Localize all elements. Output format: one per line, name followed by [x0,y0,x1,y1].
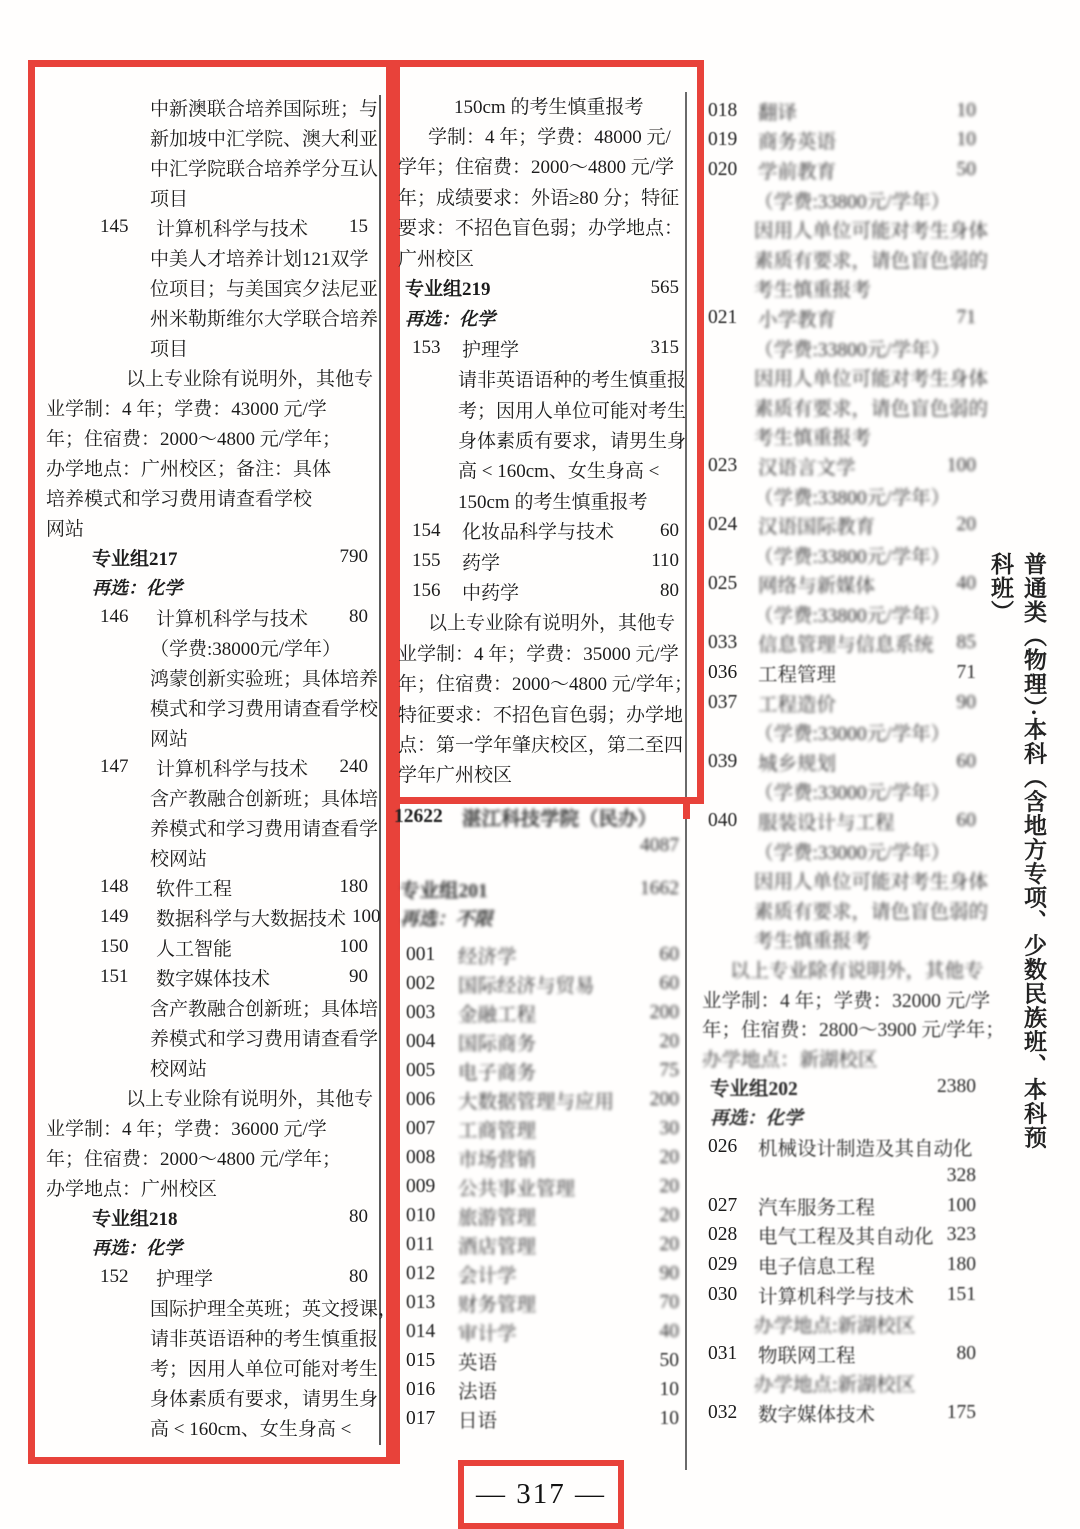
major-row: 149 数据科学与大数据技术 100 [100,906,381,930]
paragraph-line: 学制：4 年；学费：48000 元/ [428,127,671,149]
note-line: （学费:33800元/学年） [754,339,951,361]
note-line: 养模式和学习费用请查看学 [150,1028,379,1050]
note-line: 位项目；与美国宾夕法尼亚 [150,278,379,300]
note-line: 中汇学院联合培养学分互认 [150,158,379,180]
major-row: 037 工程造价 90 [708,691,976,716]
note-line: 考；因用人单位可能对考生 [150,1358,379,1380]
note-line: 养模式和学习费用请查看学 [150,818,379,840]
note-line: （学费:33800元/学年） [754,605,951,627]
major-row: 021 小学教育 71 [708,306,976,331]
major-row: 011 酒店管理 20 [406,1233,679,1258]
major-row: 154 化妆品科学与技术 60 [412,519,679,544]
major-row: 039 城乡规划 60 [708,750,976,775]
school-header: 12622 湛江科技学院（民办） [394,805,658,830]
column-2-school-section [394,802,679,1433]
page-number-box [458,1460,624,1529]
note-line: 素质有要求，请色盲色弱的 [754,398,989,420]
category-sidebar: 普通类（物理）·本科（含地方专项、少数民族班、本科预科班） [988,552,1046,1150]
major-row: 031 物联网工程 80 [708,1342,976,1367]
major-row: 004 国际商务 20 [406,1030,679,1055]
note-line: 因用人单位可能对考生身体 [754,369,989,391]
note-line: 中美人才培养计划121双学 [150,248,369,270]
paragraph-line: 办学地点：广州校区；备注：具体 [46,458,332,480]
note-line: 校网站 [150,1058,208,1080]
paragraph-line: 学年广州校区 [398,765,513,787]
note-line: 请非英语语种的考生慎重报 [150,1328,379,1350]
paragraph-line: 业学制：4 年；学费：35000 元/学 [398,643,679,665]
major-row: 032 数字媒体技术 175 [708,1401,976,1426]
note-line: 高 < 160cm、女生身高 < [458,461,660,483]
note-line: （学费:33800元/学年） [754,546,951,568]
major-row: 008 市场营销 20 [406,1146,679,1171]
reselect-line: 再选：不限 [400,908,493,930]
paragraph-line: 特征要求：不招色盲色弱；办学地 [398,704,684,726]
major-row: 007 工商管理 30 [406,1117,679,1142]
group-header: 专业组219 565 [405,276,679,301]
note-line: 身体素质有要求，请男生身 [458,430,687,452]
count-line: 328 [946,1165,976,1187]
note-line: 素质有要求，请色盲色弱的 [754,901,989,923]
major-row: 010 旅游管理 20 [406,1204,679,1229]
paragraph-line: 培养模式和学习费用请查看学校 [46,488,313,510]
note-line: 身体素质有要求，请男生身 [150,1388,379,1410]
major-row: 019 商务英语 10 [708,129,976,154]
major-row: 017 日语 10 [406,1407,679,1432]
major-row: 018 翻译 10 [708,99,976,124]
note-line: 含产教融合创新班；具体培 [150,788,379,810]
page-number: — 317 — [476,1478,606,1510]
reselect-line: 再选：化学 [405,308,496,329]
column-3 [702,96,1005,1428]
note-line: 考生慎重报考 [754,931,872,953]
major-row: 023 汉语言文学 100 [708,454,976,479]
spacer [394,932,679,940]
note-line: 模式和学习费用请查看学校 [150,698,379,720]
major-row: 155 药学 110 [412,550,679,574]
note-line: 150cm 的考生慎重报考 [454,96,644,118]
paragraph-line: 年；住宿费：2800～3900 元/学年； [702,1020,1005,1042]
major-row: 146 计算机科学与技术 80 [100,606,368,630]
column-divider-1 [379,95,381,1445]
paragraph-line: 以上专业除有说明外，其他专 [730,961,984,983]
major-row: 030 计算机科学与技术 151 [708,1283,976,1308]
column-2-top [398,90,694,789]
major-row: 025 网络与新媒体 40 [708,573,976,598]
major-row: 147 计算机科学与技术 240 [100,756,368,780]
major-row: 156 中药学 80 [412,580,679,604]
note-line: 国际护理全英班；英文授课， [150,1298,398,1320]
paragraph-line: 以上专业除有说明外，其他专 [126,368,374,390]
column-1 [46,92,398,1442]
reselect-line: 再选：化学 [92,578,183,598]
major-row: 033 信息管理与信息系统 85 [708,632,976,657]
note-line: 150cm 的考生慎重报考 [458,491,648,513]
note-line: （学费:33000元/学年） [754,842,951,864]
major-row: 001 经济学 60 [406,943,679,968]
note-line: 素质有要求，请色盲色弱的 [754,250,989,272]
major-row: 012 会计学 90 [406,1262,679,1287]
paragraph-line: 网站 [46,518,85,540]
highlight-box-school-section-corner [683,797,690,819]
note-line: （学费:33800元/学年） [754,487,951,509]
note-line: 办学地点:新湖校区 [754,1375,916,1397]
note-line: 请非英语语种的考生慎重报 [458,370,687,392]
column-divider-2 [685,92,687,1470]
reselect-line: 再选：化学 [92,1238,183,1258]
major-row: 040 服装设计与工程 60 [708,810,976,835]
note-line: 鸿蒙创新实验班；具体培养 [150,668,379,690]
note-line: （学费:38000元/学年） [150,638,342,660]
note-line: 网站 [150,728,189,750]
group-header: 专业组201 1662 [400,877,679,902]
paragraph-line: 年；住宿费：2000～4800 元/学年； [46,428,342,450]
note-line: 考；因用人单位可能对考生 [458,400,687,422]
group-header: 专业组218 80 [92,1206,368,1230]
major-row: 020 学前教育 50 [708,158,976,183]
major-row: 148 软件工程 180 [100,876,368,900]
major-row: 027 汽车服务工程 100 [708,1194,976,1219]
paragraph-line: 学年；住宿费：2000～4800 元/学 [398,157,675,179]
paragraph-line: 年；成绩要求：外语≥80 分；特征 [398,187,680,209]
major-row: 009 公共事业管理 20 [406,1175,679,1200]
note-line: 办学地点:新湖校区 [754,1316,916,1338]
note-line: （学费:33000元/学年） [754,783,951,805]
note-line: 高 < 160cm、女生身高 < [150,1418,352,1440]
major-row: 013 财务管理 70 [406,1291,679,1316]
note-line: 新加坡中汇学院、澳大利亚 [150,128,379,150]
paragraph-line: 办学地点：广州校区 [46,1178,218,1200]
paragraph-line: 要求：不招色盲色弱；办学地点： [398,218,684,240]
note-line: 州米勒斯维尔大学联合培养 [150,308,379,330]
major-row: 029 电子信息工程 180 [708,1253,976,1278]
major-row: 006 大数据管理与应用 200 [406,1088,679,1113]
spacer [394,860,679,874]
paragraph-line: 业学制：4 年；学费：36000 元/学 [46,1118,327,1140]
group-header: 专业组202 2380 [710,1076,976,1101]
major-row: 151 数字媒体技术 90 [100,966,368,990]
group-header: 专业组217 790 [92,546,368,570]
major-row: 016 法语 10 [406,1378,679,1403]
major-row: 036 工程管理 71 [708,662,976,687]
major-row: 145 计算机科学与技术 15 [100,216,368,240]
major-row: 005 电子商务 75 [406,1059,679,1084]
major-row: 002 国际经济与贸易 60 [406,972,679,997]
count-line: 4087 [640,834,679,856]
note-line: 因用人单位可能对考生身体 [754,872,989,894]
note-line: 校网站 [150,848,208,870]
paragraph-line: 年；住宿费：2000～4800 元/学年； [46,1148,342,1170]
major-row: 014 审计学 40 [406,1320,679,1345]
major-row: 150 人工智能 100 [100,936,368,960]
note-line: 项目 [150,188,189,210]
paragraph-line: 以上专业除有说明外，其他专 [428,613,676,635]
paragraph-line: 点：第一学年肇庆校区，第二至四 [398,734,684,756]
major-row: 003 金融工程 200 [406,1001,679,1026]
paragraph-line: 年；住宿费：2000～4800 元/学年； [398,674,694,696]
paragraph-line: 以上专业除有说明外，其他专 [126,1088,374,1110]
note-line: （学费:33800元/学年） [754,191,951,213]
reselect-line: 再选：化学 [710,1107,803,1129]
note-line: 考生慎重报考 [754,280,872,302]
major-row: 028 电气工程及其自动化 323 [708,1224,976,1249]
note-line: （学费:33000元/学年） [754,724,951,746]
major-row: 015 英语 50 [406,1349,679,1374]
major-row: 153 护理学 315 [412,337,679,361]
major-row: 026 机械设计制造及其自动化 [708,1135,973,1160]
note-line: 中新澳联合培养国际班；与 [150,98,379,120]
note-line: 项目 [150,338,189,360]
paragraph-line: 广州校区 [398,248,475,270]
note-line: 考生慎重报考 [754,428,872,450]
major-row: 152 护理学 80 [100,1266,368,1290]
note-line: 含产教融合创新班；具体培 [150,998,379,1020]
paragraph-line: 办学地点：新湖校区 [702,1049,878,1071]
note-line: 因用人单位可能对考生身体 [754,221,989,243]
paragraph-line: 业学制：4 年；学费：32000 元/学 [702,990,991,1012]
major-row: 024 汉语国际教育 20 [708,514,976,539]
paragraph-line: 业学制：4 年；学费：43000 元/学 [46,398,327,420]
